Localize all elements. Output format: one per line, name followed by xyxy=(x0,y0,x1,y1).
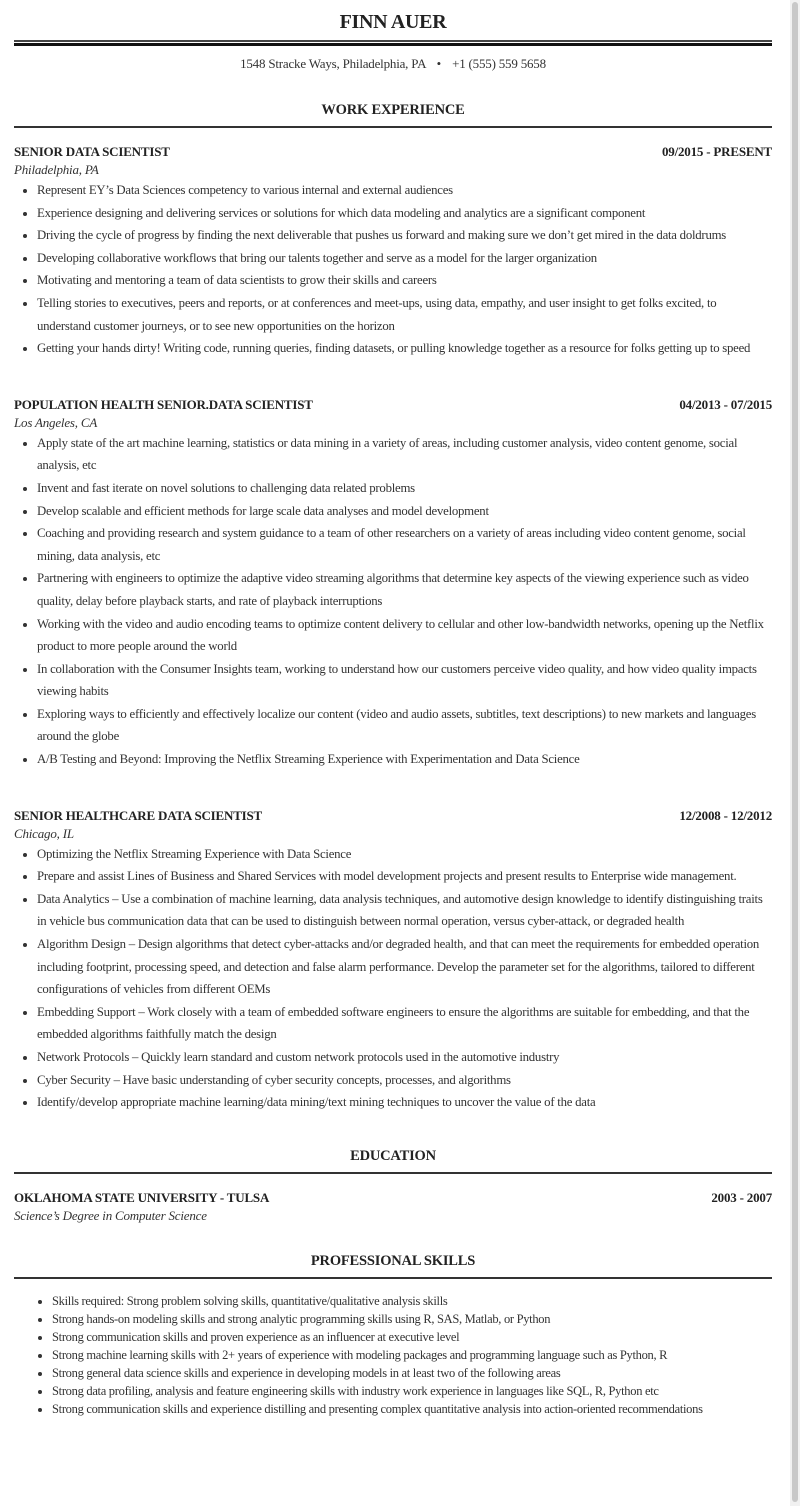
job-location: Philadelphia, PA xyxy=(14,162,99,177)
skill-item: • Strong communication skills and proven experience as an influencer at executive level xyxy=(52,1328,772,1346)
job-bullet: • Experience designing and delivering services or solutions for which data modeling and analytics are a significant component xyxy=(37,202,772,225)
job-bullet: • Identify/develop appropriate machine learning/data mining/text mining techniques to uncover the value of the data xyxy=(37,1091,772,1114)
job-bullet: • Prepare and assist Lines of Business and Shared Services with model development projects and present results to Enterprise wide management. xyxy=(37,865,772,888)
job-bullet: • Embedding Support – Work closely with a team of embedded software engineers to ensure the algorithms are suitable for embedding, and that the embedded algorithms faithfully match the design xyxy=(37,1001,772,1046)
job-bullet: • Coaching and providing research and system guidance to a team of other researchers on a variety of areas including video content genome, social mining, data analysis, etc xyxy=(37,522,772,567)
education-dates: 2003 - 2007 xyxy=(711,1189,772,1205)
job-bullet: • Motivating and mentoring a team of data scientists to grow their skills and careers xyxy=(37,269,772,292)
section-title-work: WORK EXPERIENCE xyxy=(14,102,772,128)
resume xyxy=(14,0,772,1418)
job-bullet: • Apply state of the art machine learning, statistics or data mining in a variety of areas, including customer analysis, video content genome, social analysis, etc xyxy=(37,432,772,477)
work-experience-list xyxy=(14,143,772,1114)
contact-line xyxy=(14,56,772,72)
job-bullet: • Optimizing the Netflix Streaming Experience with Data Science xyxy=(37,843,772,866)
skill-item: • Strong hands-on modeling skills and strong analytic programming skills using R, SAS, Matlab, or Python xyxy=(52,1310,772,1328)
header-divider xyxy=(14,40,772,46)
job-bullet: • Algorithm Design – Design algorithms that detect cyber-attacks and/or degraded health, and that can meet the requirements for embedded operation including footprint, processing speed, and detection and false alarm performance. Develop the parameter set for the algorithms, tailored to different configurations of vehicles from different OEMs xyxy=(37,933,772,1001)
job-location: Los Angeles, CA xyxy=(14,414,98,430)
education-entry xyxy=(14,1189,772,1225)
skill-item: • Strong general data science skills and experience in developing models in at least two of the following areas xyxy=(52,1364,772,1382)
job-bullet: • Working with the video and audio encoding teams to optimize content delivery to cellular and other low-bandwidth networks, opening up the Netflix product to more people around the world xyxy=(37,613,772,658)
job-bullets xyxy=(14,432,772,771)
job-bullet: • Cyber Security – Have basic understanding of cyber security concepts, processes, and algorithms xyxy=(37,1069,772,1092)
job-bullet: • In collaboration with the Consumer Insights team, working to understand how our customers perceive video quality, and how video quality impacts viewing habits xyxy=(37,658,772,703)
skill-item: • Strong machine learning skills with 2+ years of experience with modeling packages and programming language such as Python, R xyxy=(52,1346,772,1364)
phone: +1 (555) 559 5658 xyxy=(452,56,546,71)
job-bullet: • Represent EY’s Data Sciences competency to various internal and external audiences xyxy=(37,179,772,202)
separator: • xyxy=(436,56,441,71)
section-title-skills: PROFESSIONAL SKILLS xyxy=(14,1253,772,1279)
job-bullet: • Network Protocols – Quickly learn standard and custom network protocols used in the automotive industry xyxy=(37,1046,772,1069)
job-title: POPULATION HEALTH SENIOR.DATA SCIENTIST xyxy=(14,396,313,412)
scrollbar[interactable] xyxy=(790,0,800,1506)
job-location: Chicago, IL xyxy=(14,825,74,841)
job-bullet: • Exploring ways to efficiently and effectively localize our content (video and audio assets, subtitles, text descriptions) to new markets and languages around the globe xyxy=(37,703,772,748)
job-bullet: • Driving the cycle of progress by finding the next deliverable that pushes us forward and making sure we don’t get mired in the data doldrums xyxy=(37,224,772,247)
job-entry xyxy=(14,143,772,360)
job-bullet: • Getting your hands dirty! Writing code, running queries, finding datasets, or pulling knowledge together as a resource for folks getting up to speed xyxy=(37,337,772,360)
job-bullet: • Invent and fast iterate on novel solutions to challenging data related problems xyxy=(37,477,772,500)
candidate-name: FINN AUER xyxy=(339,11,447,33)
degree: Science’s Degree in Computer Science xyxy=(14,1207,207,1223)
job-bullets xyxy=(14,843,772,1114)
scrollbar-thumb[interactable] xyxy=(792,2,798,1502)
address: 1548 Stracke Ways, Philadelphia, PA xyxy=(240,56,426,71)
job-title: SENIOR DATA SCIENTIST xyxy=(14,144,170,159)
job-bullets xyxy=(14,179,772,360)
job-bullet: • Data Analytics – Use a combination of machine learning, data analysis techniques, and automotive design knowledge to identify distinguishing traits in vehicle bus communication data that can be used to distinguish between normal operation, versus cyber-attack, or degraded health xyxy=(37,888,772,933)
job-title: SENIOR HEALTHCARE DATA SCIENTIST xyxy=(14,807,263,823)
skill-item: • Strong communication skills and experience distilling and presenting complex quantitative analysis into action-oriented recommendations xyxy=(52,1400,772,1418)
skills-list xyxy=(14,1292,772,1418)
skill-item: • Skills required: Strong problem solving skills, quantitative/qualitative analysis skills xyxy=(52,1292,772,1310)
job-dates: 09/2015 - PRESENT xyxy=(661,144,772,159)
job-bullet: • Developing collaborative workflows that bring our talents together and serve as a model for the larger organization xyxy=(37,247,772,270)
skill-item: • Strong data profiling, analysis and feature engineering skills with industry work experience in languages like SQL, R, Python etc xyxy=(52,1382,772,1400)
job-entry xyxy=(14,396,772,771)
job-dates: 12/2008 - 12/2012 xyxy=(679,807,772,823)
school-name: OKLAHOMA STATE UNIVERSITY - TULSA xyxy=(14,1189,270,1205)
section-title-education: EDUCATION xyxy=(14,1148,772,1174)
job-bullet: • A/B Testing and Beyond: Improving the Netflix Streaming Experience with Experimentation and Data Science xyxy=(37,748,772,771)
job-entry xyxy=(14,807,772,1114)
job-bullet: • Partnering with engineers to optimize the adaptive video streaming algorithms that determine key aspects of the viewing experience such as video quality, delay before playback starts, and rate of playback interruptions xyxy=(37,567,772,612)
job-dates: 04/2013 - 07/2015 xyxy=(679,396,772,412)
job-bullet: • Develop scalable and efficient methods for large scale data analyses and model development xyxy=(37,500,772,523)
job-bullet: • Telling stories to executives, peers and reports, or at conferences and meet-ups, using data, empathy, and user insight to get folks excited, to understand customer journeys, or to see new opportunities on the horizon xyxy=(37,292,772,337)
